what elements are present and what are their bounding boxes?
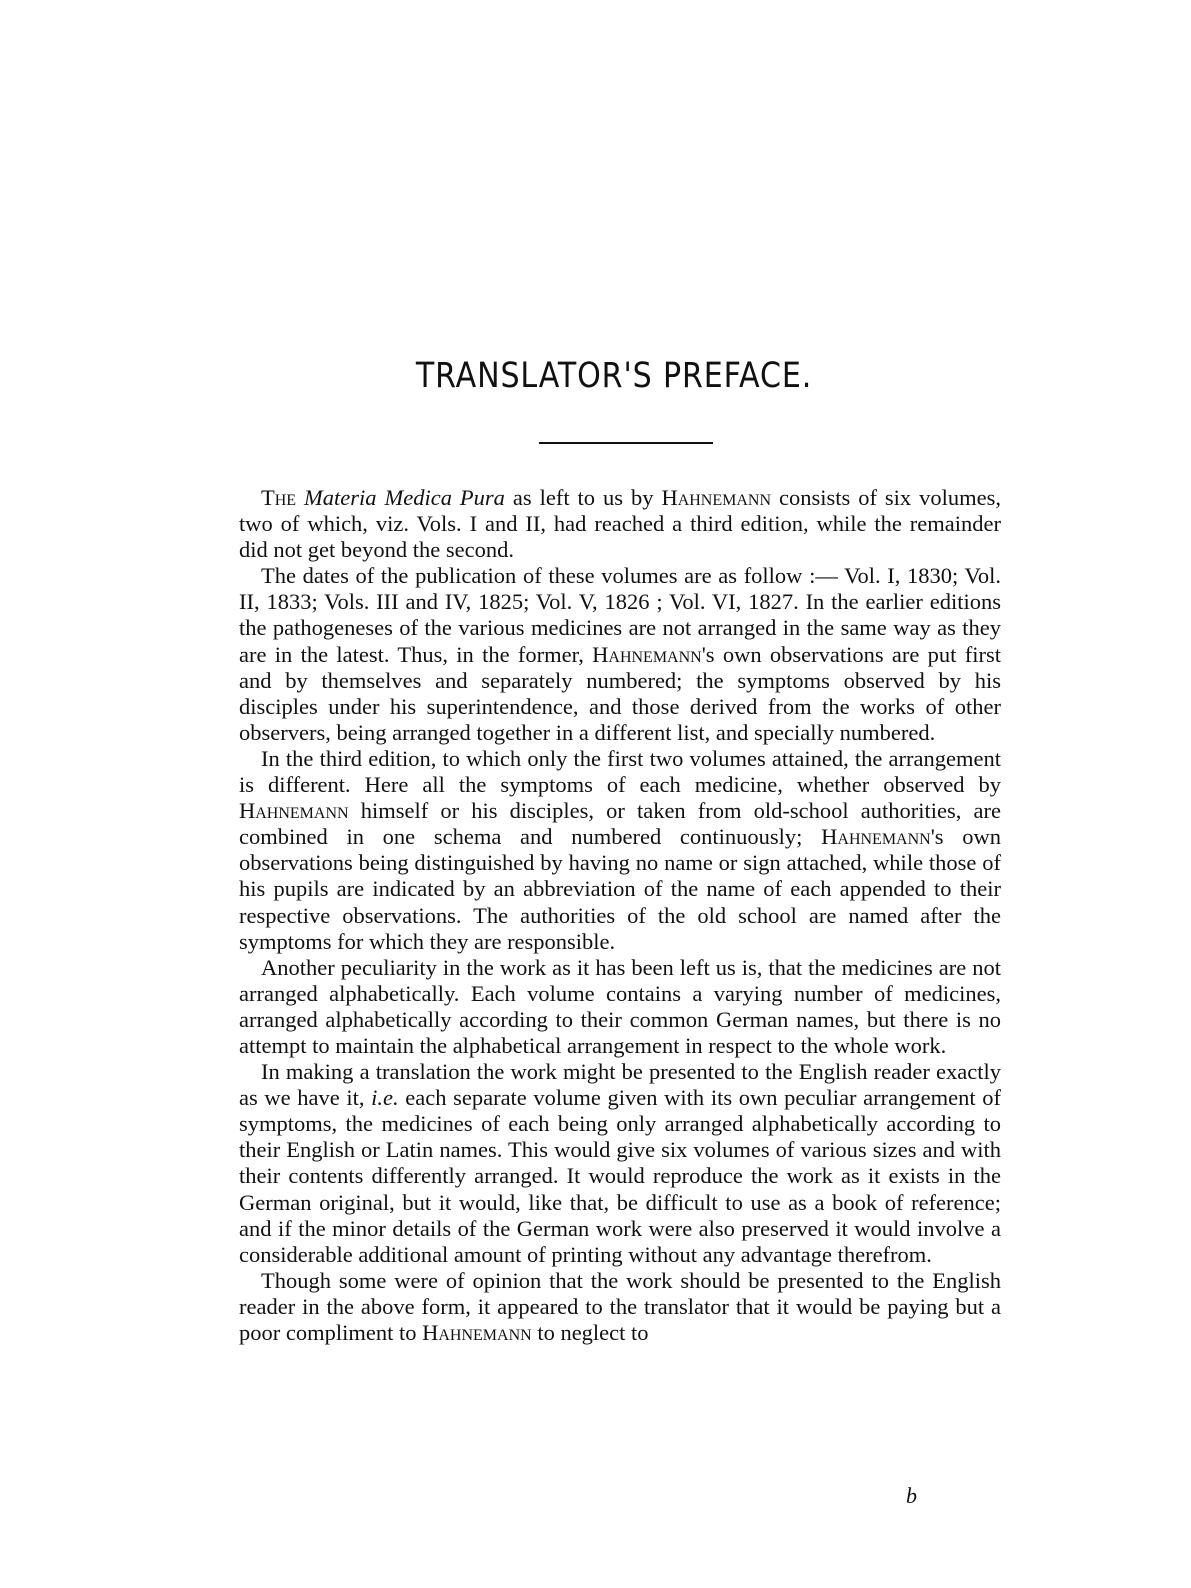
author-name: Hahnemann	[592, 641, 702, 667]
text-run: Another peculiarity in the work as it has been left us is, that the medicines are not arranged alphabetically. Each volume contains a varying number of medicines, arranged alphabetically according to their common German names, but there is no attempt to maintain the alphabetical arrangement in respect to the whole work.	[239, 954, 1001, 1058]
italic-text: i.e.	[371, 1085, 399, 1111]
paragraph	[239, 1059, 1001, 1268]
paragraph	[239, 746, 1001, 955]
text-run: 's own observations being distinguished by having no name or sign attached, while those of his pupils are indicated by an abbreviation of the name of each appended to their respective observations. The authorities of the old school are named after the symptoms for which they are responsible.	[239, 824, 1001, 954]
author-name: Hahnemann	[422, 1320, 532, 1345]
text-run: himself or his disciples, or taken from old-school authorities, are combined in one schema and numbered continuously;	[239, 798, 1001, 850]
paragraph	[239, 485, 1001, 563]
author-name: Hahnemann	[239, 798, 349, 824]
text-run	[296, 485, 304, 510]
paragraph	[239, 563, 1001, 746]
author-name: Hahnemann	[821, 824, 931, 850]
text-run: as left to us by	[504, 485, 662, 510]
italic-text: Materia Medica Pura	[304, 485, 505, 510]
text-run: In the third edition, to which only the first two volumes attained, the arrangement is different. Here all the symptoms of each medicine, whether observed by	[239, 745, 1001, 798]
text-run: The dates of the publication of these volumes are as follow :— Vol. I, 1830; Vol. II, 1833; Vols. III and IV, 1825; Vol. V, 1826 ; Vol. VI, 1827. In the earlier editions the pathogeneses of the various medicines are not arranged in the same way as they are in the latest. Thus, in the former,	[239, 563, 1001, 667]
paragraph	[239, 1268, 1001, 1346]
author-name: Hahnemann	[661, 485, 772, 510]
preface-body	[239, 485, 1001, 1346]
text-run: each separate volume given with its own peculiar arrangement of symptoms, the medicines of each being only arranged alphabetically according to their English or Latin names. This would give six volumes of various sizes and with their contents differently arranged. It would reproduce the work as it exists in the German original, but it would, like that, be difficult to use as a book of reference; and if the minor details of the German work were also preserved it would involve a considerable additional amount of printing without any advantage therefrom.	[239, 1085, 1001, 1267]
title-divider	[539, 442, 713, 444]
text-run: 's own observations are put first and by themselves and separately numbered; the symptoms observed by his disciples under his superintendence, and those derived from the works of other observers, being arranged together in a different list, and specially numbered.	[239, 641, 1001, 745]
paragraph	[239, 955, 1001, 1059]
text-run: Though some were of opinion that the work should be presented to the English reader in the above form, it appeared to the translator that it would be paying but a poor compliment to	[239, 1267, 1001, 1345]
author-name: The	[261, 485, 297, 510]
signature-mark: b	[906, 1483, 917, 1508]
text-run: consists of six volumes, two of which, viz. Vols. I and II, had reached a third edition, while the remainder did not get beyond the second.	[239, 485, 1002, 563]
text-run: In making a translation the work might be presented to the English reader exactly as we have it,	[239, 1059, 1001, 1111]
page-title: TRANSLATOR'S PREFACE.	[415, 356, 813, 396]
text-run: to neglect to	[531, 1320, 649, 1345]
